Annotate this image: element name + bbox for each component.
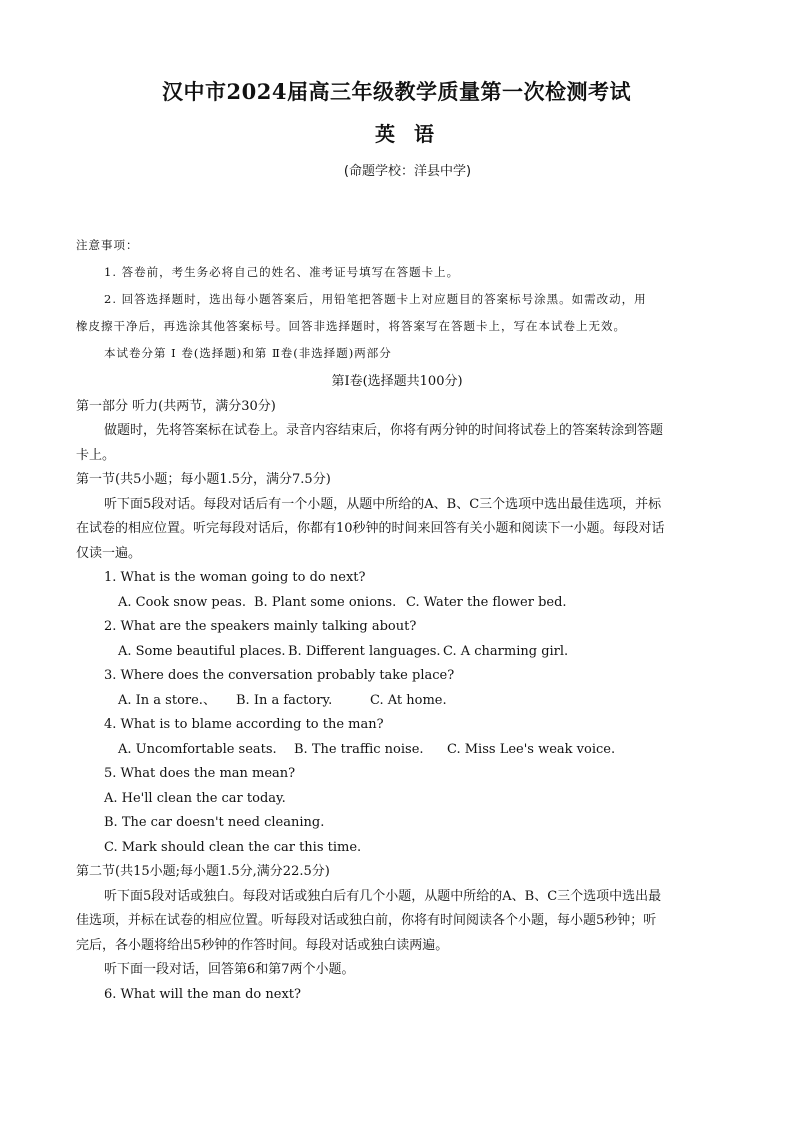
part-1-instruction-line-1: 做题时，先将答案标在试卷上。录音内容结束后，你将有两分钟的时间将试卷上的答案转涂到答题	[104, 423, 664, 438]
question-2-option-b: B. Different languages.	[288, 643, 441, 659]
section-2-instruction-line-2: 佳选项，并标在试卷的相应位置。听每段对话或独白前，你将有时间阅读各个小题，每小题5秒钟；听	[76, 913, 657, 928]
dialogue-lead-in: 听下面一段对话，回答第6和第7两个小题。	[104, 962, 355, 977]
part-1-heading: 第一部分 听力(共两节，满分30分)	[76, 398, 276, 414]
notes-item-2-line-1: 2. 回答选择题时，选出每小题答案后，用铅笔把答题卡上对应题目的答案标号涂黑。如需改动，用	[104, 292, 647, 306]
question-3-option-c: C. At home.	[370, 692, 447, 708]
question-3-options	[76, 689, 718, 714]
question-4: 4. What is to blame according to the man?	[104, 717, 384, 732]
section-1-instruction-line-1: 听下面5段对话。每段对话后有一个小题，从题中所给的A、B、C三个选项中选出最佳选项，并标	[104, 496, 662, 512]
question-1-options	[76, 591, 718, 616]
question-4-options	[76, 738, 718, 763]
instructions-block	[76, 232, 716, 367]
question-1-option-c: C. Water the flower bed.	[406, 594, 567, 610]
setter-school: (命题学校：洋县中学)	[343, 164, 472, 179]
question-5: 5. What does the man mean?	[104, 766, 296, 781]
question-2-options	[76, 640, 718, 665]
question-5-option-b: B. The car doesn't need cleaning.	[104, 815, 325, 830]
section-1-instruction-line-2: 在试卷的相应位置。听完每段对话后，你都有10秒钟的时间来回答有关小题和阅读下一小题。每段对话	[76, 521, 665, 536]
question-4-option-c: C. Miss Lee's weak voice.	[447, 741, 616, 757]
exam-body	[76, 370, 718, 1007]
question-3: 3. Where does the conversation probably take place?	[104, 668, 455, 683]
question-1-option-a: A. Cook snow peas.	[118, 594, 246, 610]
question-4-option-a: A. Uncomfortable seats.	[118, 741, 277, 757]
part-1-instruction-line-2: 卡上。	[76, 447, 116, 463]
question-4-option-b: B. The traffic noise.	[294, 741, 424, 757]
question-2-option-a: A. Some beautiful places.	[118, 643, 286, 659]
exam-title: 汉中市2024届高三年级教学质量第一次检测考试	[162, 79, 631, 104]
section-1-instruction-line-3: 仅读一遍。	[76, 545, 142, 561]
section-2-heading: 第二节(共15小题;每小题1.5分,满分22.5分)	[76, 864, 330, 879]
section-1-heading: 第一节(共5小题；每小题1.5分，满分7.5分)	[76, 472, 331, 487]
notes-item-2-line-2: 橡皮擦干净后，再选涂其他答案标号。回答非选择题时，将答案写在答题卡上，写在本试卷上无效。	[76, 319, 626, 333]
notes-heading: 注意事项：	[76, 238, 139, 252]
subject-heading: 英 语	[375, 122, 440, 146]
question-5-option-a: A. He'll clean the car today.	[104, 790, 286, 806]
paper-structure-note: 本试卷分第 Ⅰ 卷(选择题)和第 Ⅱ卷(非选择题)两部分	[104, 346, 392, 360]
notes-item-1: 1. 答卷前，考生务必将自己的姓名、准考证号填写在答题卡上。	[104, 265, 460, 279]
section-2-instruction-line-1: 听下面5段对话或独白。每段对话或独白后有几个小题，从题中所给的A、B、C三个选项中选出最	[104, 888, 662, 904]
question-6: 6. What will the man do next?	[104, 986, 301, 1002]
question-5-option-c: C. Mark should clean the car this time.	[104, 839, 362, 855]
question-2: 2. What are the speakers mainly talking about?	[104, 619, 417, 634]
question-3-option-a: A. In a store.、	[118, 692, 216, 708]
question-1: 1. What is the woman going to do next?	[104, 570, 366, 585]
question-2-option-c: C. A charming girl.	[443, 643, 569, 659]
section-2-instruction-line-3: 完后，各小题将给出5秒钟的作答时间。每段对话或独白读两遍。	[76, 937, 449, 953]
question-3-option-b: B. In a factory.	[236, 692, 333, 708]
question-1-option-b: B. Plant some onions.	[254, 594, 397, 610]
volume-1-heading: 第Ⅰ卷(选择题共100分)	[331, 374, 463, 389]
